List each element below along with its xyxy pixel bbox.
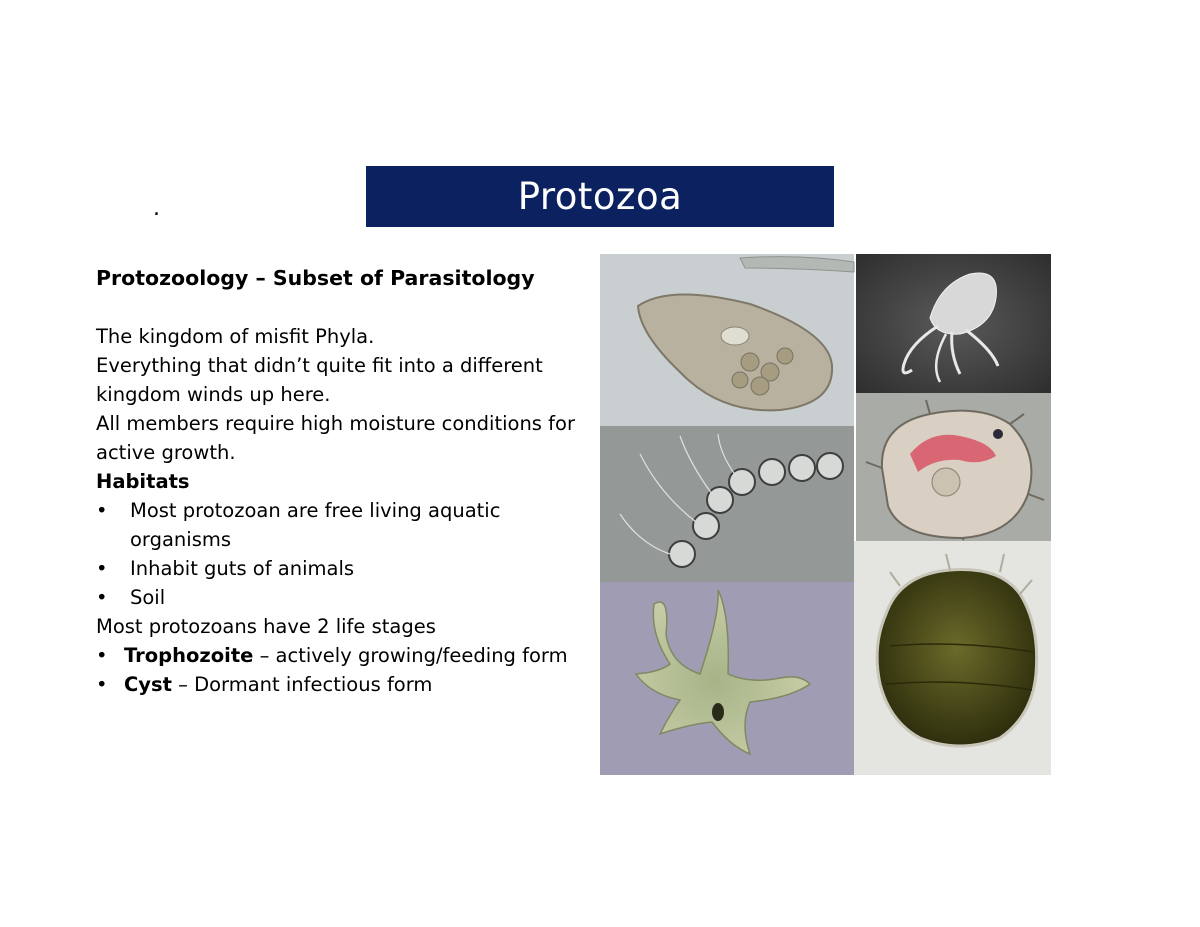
stage-term: Trophozoite xyxy=(124,644,254,667)
slide-heading: Protozoology – Subset of Parasitology xyxy=(96,266,535,290)
ciliate-photo xyxy=(600,254,854,426)
habitat-text: Soil xyxy=(130,586,166,609)
habitats-label: Habitats xyxy=(96,470,190,493)
title-banner xyxy=(366,166,834,227)
text-line: Everything that didn’t quite fit into a different xyxy=(96,354,543,377)
protozoa-photo-collage xyxy=(600,254,1051,775)
cyst-photo xyxy=(854,541,1051,775)
habitat-item xyxy=(96,496,596,525)
bullet-mark: • xyxy=(96,673,108,696)
text-line: active growth. xyxy=(96,441,236,464)
life-stages-intro: Most protozoans have 2 life stages xyxy=(96,615,436,638)
habitat-text: Inhabit guts of animals xyxy=(130,557,355,580)
bullet-mark: • xyxy=(96,644,108,667)
stray-dot: . xyxy=(153,196,160,221)
amoeba-photo xyxy=(600,582,854,775)
bullet-mark: • xyxy=(96,499,108,522)
habitat-text: Most protozoan are free living aquatic xyxy=(130,499,501,522)
protist-red-photo xyxy=(856,393,1051,541)
habitat-text: organisms xyxy=(130,528,232,551)
bullet-mark: • xyxy=(96,586,108,609)
habitat-item xyxy=(96,583,596,612)
giardia-photo xyxy=(856,254,1051,393)
habitat-item-continued xyxy=(96,525,596,554)
text-line: The kingdom of misfit Phyla. xyxy=(96,325,375,348)
stage-item xyxy=(96,641,596,670)
stage-desc: – actively growing/feeding form xyxy=(253,644,568,667)
text-line: All members require high moisture conditions for xyxy=(96,412,575,435)
body-text xyxy=(96,264,596,699)
stage-desc: – Dormant infectious form xyxy=(171,673,433,696)
habitat-item xyxy=(96,554,596,583)
ciliate-chain-photo xyxy=(600,426,854,582)
slide-title: Protozoa xyxy=(517,175,683,218)
stage-term: Cyst xyxy=(124,673,172,696)
text-line: kingdom winds up here. xyxy=(96,383,331,406)
bullet-mark: • xyxy=(96,557,108,580)
stage-item xyxy=(96,670,596,699)
